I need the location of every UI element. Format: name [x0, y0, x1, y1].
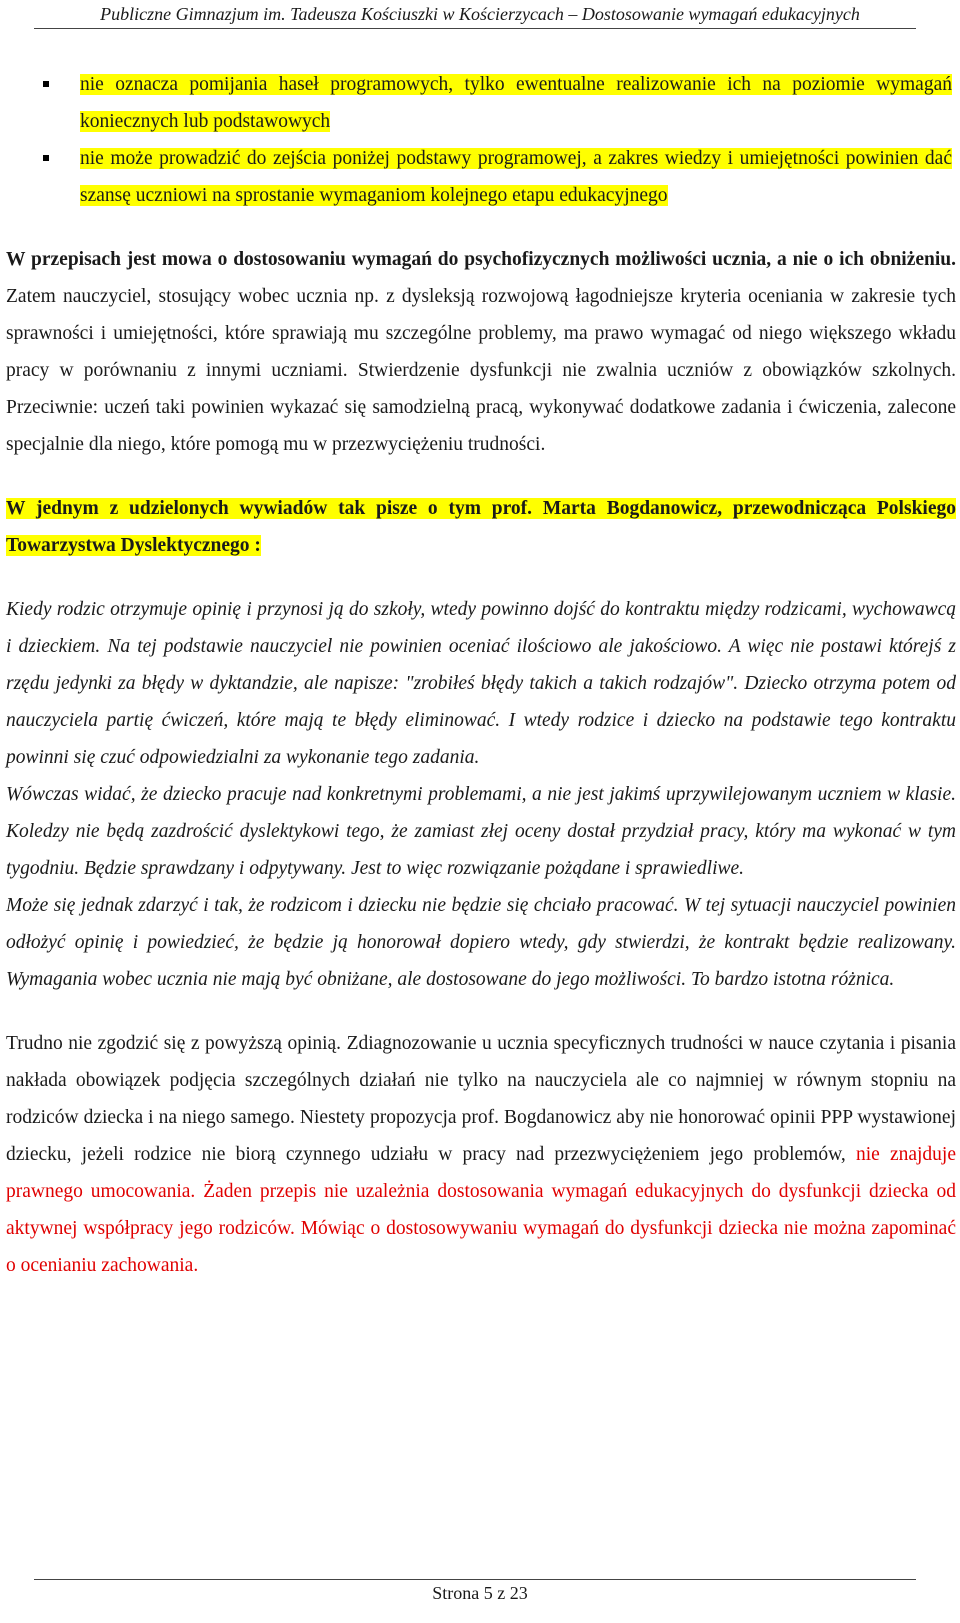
quote-paragraph: Może się jednak zdarzyć i tak, że rodzicom i dziecku nie będzie się chciało pracować. W tej sytuacji nauczyciel powinien odłożyć opinię i powiedzieć, że będzie ją honorował dopiero wtedy, gdy stwierdzi, że kontrakt będzie realizowany. Wymagania wobec ucznia nie mają być obniżane, ale dostosowane do jego możliwości. To bardzo istotna różnica. [6, 895, 956, 990]
bullet-text: nie oznacza pomijania haseł programowych, tylko ewentualne realizowanie ich na poziomie wymagań koniecznych lub podstawowych [80, 74, 952, 132]
page-number: Strona 5 z 23 [432, 1583, 528, 1603]
list-item [6, 66, 956, 140]
quote-intro-text: W jednym z udzielonych wywiadów tak pisze o tym prof. Marta Bogdanowicz, przewodnicząca Polskiego Towarzystwa Dyslektycznego : [6, 498, 956, 556]
conclusion-text: Trudno nie zgodzić się z powyższą opinią. Zdiagnozowanie u ucznia specyficznych trudności w nauce czytania i pisania nakłada obowiązek podjęcia szczególnych działań nie tylko na nauczyciela ale co najmniej w równym stopniu na rodziców dziecka i na niego samego. Niestety propozycja prof. Bogdanowicz aby nie honorować opinii PPP wystawionej dziecku, jeżeli rodzice nie biorą czynnego udziału w pracy nad przezwyciężeniem jego problemów, [6, 1033, 956, 1165]
document-body [6, 66, 956, 1284]
paragraph-conclusion [6, 1025, 956, 1284]
square-bullet-icon [43, 81, 49, 87]
paragraph-regulations [6, 241, 956, 463]
quote-paragraph: Wówczas widać, że dziecko pracuje nad konkretnymi problemami, a nie jest jakimś uprzywilejowanym uczniem w klasie. Koledzy nie będą zazdrościć dyslektykowi tego, że zamiast złej oceny dostał przydział pracy, który ma wykonać w tym tygodniu. Będzie sprawdzany i odpytywany. Jest to więc rozwiązanie pożądane i sprawiedliwe. [6, 784, 956, 879]
page-header: Publiczne Gimnazjum im. Tadeusza Kościuszki w Kościerzycach – Dostosowanie wymagań edukacyjnych [100, 4, 860, 24]
square-bullet-icon [43, 155, 49, 161]
list-item [6, 140, 956, 214]
bold-statement: W przepisach jest mowa o dostosowaniu wymagań do psychofizycznych możliwości ucznia, a nie o ich obniżeniu. [6, 249, 956, 270]
quote-paragraph: Kiedy rodzic otrzymuje opinię i przynosi ją do szkoły, wtedy powinno dojść do kontraktu między rodzicami, wychowawcą i dzieckiem. Na tej podstawie nauczyciel nie powinien oceniać ilościowo ale jakościowo. A więc nie postawi którejś z rzędu jedynki za błędy w dyktandzie, ale napisze: "zrobiłeś błędy takich a takich rodzajów". Dziecko otrzyma potem od nauczyciela partię ćwiczeń, które mają te błędy eliminować. I wtedy rodzice i dziecko na podstawie tego kontraktu powinni się czuć odpowiedzialni za wykonanie tego zadania. [6, 599, 956, 768]
paragraph-text: Zatem nauczyciel, stosujący wobec ucznia np. z dysleksją rozwojową łagodniejsze kryteria oceniania w zakresie tych sprawności i umiejętności, które sprawiają mu szczególne problemy, ma prawo wymagać od niego większego wkładu pracy w porównaniu z innymi uczniami. Stwierdzenie dysfunkcji nie zwalnia uczniów z obowiązków szkolnych. Przeciwnie: uczeń taki powinien wykazać się samodzielną pracą, wykonywać dodatkowe zadania i ćwiczenia, zalecone specjalnie dla niego, które pomogą mu w przezwyciężeniu trudności. [6, 286, 956, 455]
quote-intro [6, 490, 956, 564]
header-divider [34, 28, 916, 29]
bullet-list [6, 66, 956, 214]
footer-divider [34, 1579, 916, 1580]
conclusion-red-text: nie znajduje prawnego umocowania. Żaden przepis nie uzależnia dostosowania wymagań edukacyjnych do dysfunkcji dziecka od aktywnej współpracy jego rodziców. Mówiąc o dostosowywaniu wymagań do dysfunkcji dziecka nie można zapominać o ocenianiu zachowania. [6, 1144, 956, 1276]
bullet-text: nie może prowadzić do zejścia poniżej podstawy programowej, a zakres wiedzy i umiejętności powinien dać szansę uczniowi na sprostanie wymaganiom kolejnego etapu edukacyjnego [80, 148, 952, 206]
